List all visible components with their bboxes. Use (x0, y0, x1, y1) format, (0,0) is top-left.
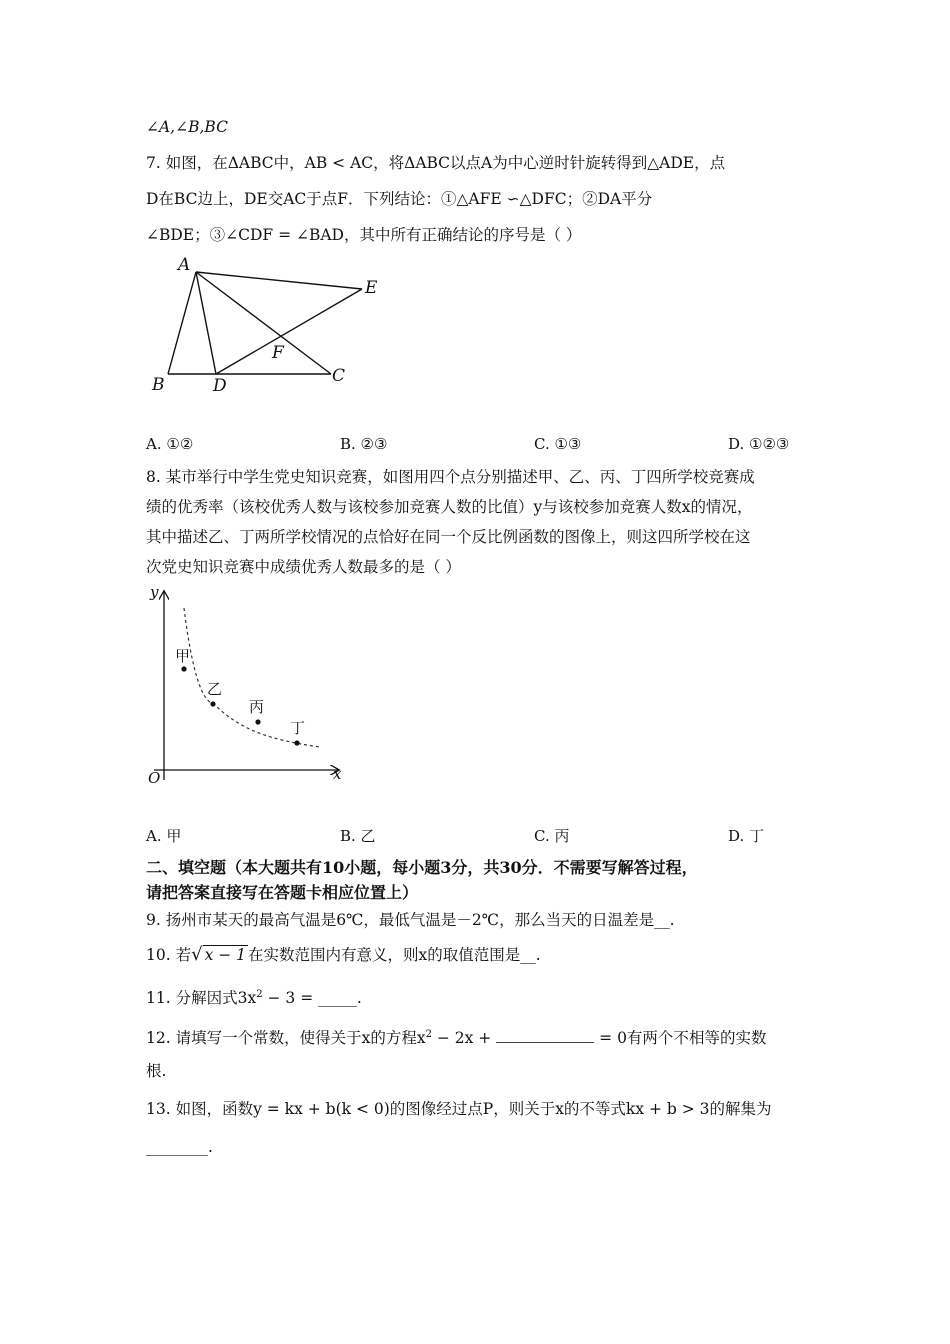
point-jia (181, 666, 186, 671)
q10-radicand: x − 1 (204, 946, 247, 964)
q7-option-b[interactable]: B. ②③ (340, 435, 388, 453)
q13-answer-blank[interactable]: ________. (146, 1138, 213, 1156)
q13-line1: 13. 如图，函数y = kx + b(k < 0)的图像经过点P，则关于x的不等式kx + b > 3的解集为 (146, 1100, 772, 1118)
q11-text (146, 984, 362, 1009)
q10-prefix: 10. 若 (146, 946, 192, 964)
q8-option-c[interactable]: C. 丙 (534, 827, 570, 845)
q8-line4: 次党史知识竞赛中成绩优秀人数最多的是（ ） (146, 558, 461, 576)
q12-suffix: = 0有两个不相等的实数 (594, 1029, 767, 1048)
label-D: D (213, 376, 227, 396)
q7-option-d[interactable]: D. ①②③ (728, 435, 790, 453)
q12-exponent: 2 (425, 1029, 432, 1040)
q8-option-b[interactable]: B. 乙 (340, 827, 376, 845)
q8-line3: 其中描述乙、丁两所学校情况的点恰好在同一个反比例函数的图像上，则这四所学校在这 (146, 528, 751, 546)
q7-triangle-figure (140, 250, 400, 400)
q7-option-c[interactable]: C. ①③ (534, 435, 582, 453)
label-yi: 乙 (207, 680, 223, 698)
q12-line2: 根. (146, 1062, 167, 1080)
point-yi (210, 701, 215, 706)
q12-line1 (146, 1024, 766, 1049)
label-B: B (152, 375, 165, 395)
q12-middle: − 2x + (431, 1029, 497, 1048)
q7-line3: ∠BDE；③∠CDF = ∠BAD，其中所有正确结论的序号是（ ） (146, 226, 582, 244)
q8-line1: 8. 某市举行中学生党史知识竞赛，如图用四个点分别描述甲、乙、丙、丁四所学校竞赛成 (146, 468, 755, 486)
section2-heading-line2: 请把答案直接写在答题卡相应位置上） (146, 883, 419, 902)
label-ding: 丁 (290, 719, 306, 737)
seg-AB (168, 272, 196, 374)
q9-text: 9. 扬州市某天的最高气温是6℃，最低气温是－2℃，那么当天的日温差是__. (146, 911, 675, 929)
q8-option-d[interactable]: D. 丁 (728, 827, 765, 845)
label-C: C (332, 366, 346, 386)
q10-suffix: 在实数范围内有意义，则x的取值范围是__. (248, 946, 541, 964)
q7-line1: 7. 如图，在ΔABC中，AB < AC，将ΔABC以点A为中心逆时针旋转得到△ADE，点 (146, 154, 726, 172)
label-jia: 甲 (175, 647, 191, 665)
point-ding (294, 740, 299, 745)
seg-AD (196, 272, 216, 374)
x-axis-label: x (333, 765, 342, 783)
label-A: A (178, 255, 191, 275)
label-E: E (365, 278, 378, 298)
header-line: ∠A,∠B,BC (146, 118, 228, 136)
point-bing (255, 719, 260, 724)
q7-option-a[interactable]: A. ①② (146, 435, 194, 453)
q12-answer-blank[interactable] (496, 1028, 594, 1043)
seg-AE (196, 272, 362, 289)
label-F: F (272, 343, 284, 363)
y-axis-label: y (150, 583, 159, 601)
q8-option-a[interactable]: A. 甲 (146, 827, 182, 845)
q7-line2: D在BC边上，DE交AC于点F．下列结论：①△AFE ∽△DFC；②DA平分 (146, 190, 653, 208)
seg-DE (216, 289, 362, 374)
q8-line2: 绩的优秀率（该校优秀人数与该校参加竞赛人数的比值）y与该校参加竞赛人数x的情况， (146, 498, 753, 516)
q12-prefix: 12. 请填写一个常数，使得关于x的方程x (146, 1029, 426, 1048)
origin-label: O (148, 769, 161, 787)
q8-graph (140, 580, 360, 790)
seg-AC (196, 272, 331, 374)
q10-text: 10. 若√ x − 1 在实数范围内有意义，则x的取值范围是__. (146, 944, 541, 965)
q11-exponent: 2 (256, 989, 263, 1000)
q11-prefix: 11. 分解因式3x (146, 989, 257, 1008)
section2-heading-line1: 二、填空题（本大题共有10小题，每小题3分，共30分．不需要写解答过程， (146, 858, 698, 877)
q11-suffix: − 3 = _____. (262, 989, 362, 1008)
label-bing: 丙 (249, 698, 265, 716)
